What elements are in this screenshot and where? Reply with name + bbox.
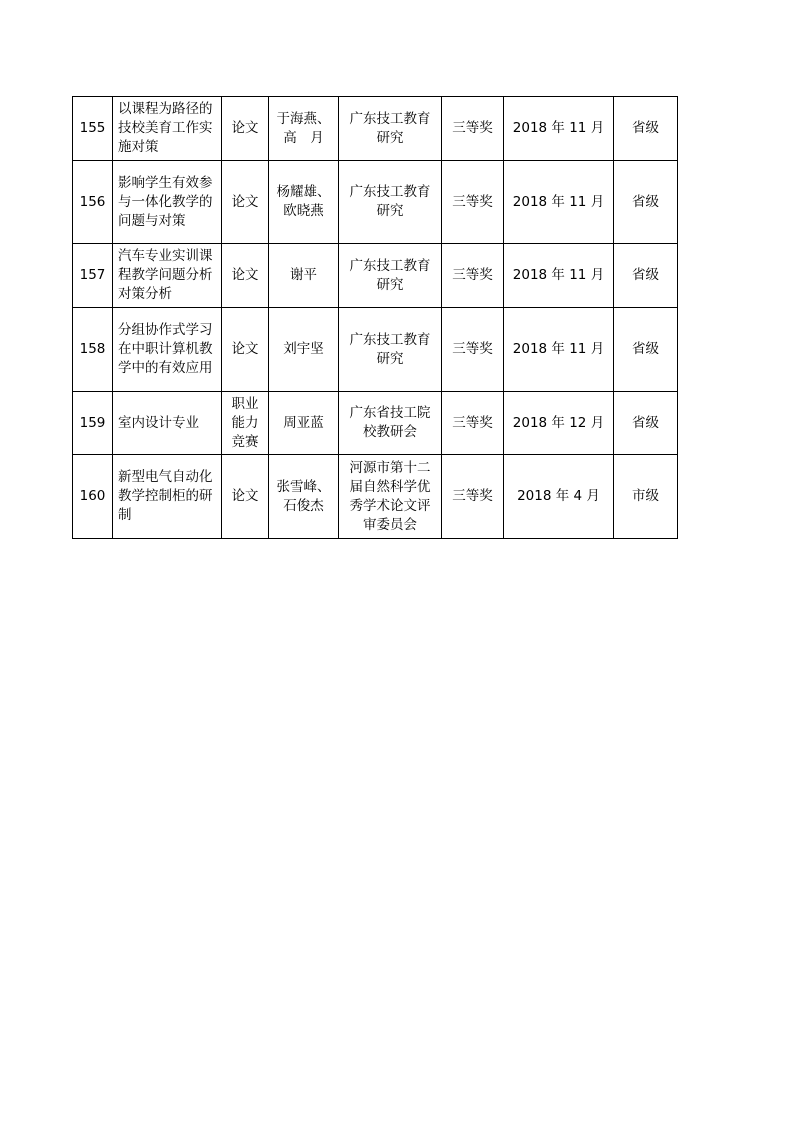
table-row	[73, 161, 678, 244]
work-title: 新型电气自动化教学控制柜的研制	[113, 455, 222, 539]
award-level: 市级	[614, 455, 678, 539]
award-date: 2018 年 4 月	[504, 455, 614, 539]
award-level: 省级	[614, 308, 678, 392]
table-row	[73, 392, 678, 455]
table-row	[73, 455, 678, 539]
work-title: 以课程为路径的技校美育工作实施对策	[113, 97, 222, 161]
publisher: 河源市第十二届自然科学优秀学术论文评审委员会	[339, 455, 442, 539]
authors: 谢平	[269, 244, 339, 308]
work-title: 汽车专业实训课程教学问题分析对策分析	[113, 244, 222, 308]
award-level: 省级	[614, 161, 678, 244]
award-grade: 三等奖	[442, 392, 504, 455]
work-type: 论文	[222, 244, 269, 308]
work-title: 分组协作式学习在中职计算机教学中的有效应用	[113, 308, 222, 392]
publisher: 广东技工教育研究	[339, 97, 442, 161]
award-grade: 三等奖	[442, 244, 504, 308]
row-number: 155	[73, 97, 113, 161]
authors: 刘宇坚	[269, 308, 339, 392]
row-number: 157	[73, 244, 113, 308]
award-date: 2018 年 11 月	[504, 308, 614, 392]
award-grade: 三等奖	[442, 161, 504, 244]
authors: 张雪峰、 石俊杰	[269, 455, 339, 539]
row-number: 159	[73, 392, 113, 455]
table-row	[73, 244, 678, 308]
authors: 周亚蓝	[269, 392, 339, 455]
publisher: 广东技工教育研究	[339, 244, 442, 308]
award-date: 2018 年 12 月	[504, 392, 614, 455]
award-level: 省级	[614, 392, 678, 455]
work-type: 论文	[222, 308, 269, 392]
award-level: 省级	[614, 97, 678, 161]
publisher: 广东省技工院校教研会	[339, 392, 442, 455]
authors: 于海燕、 高 月	[269, 97, 339, 161]
work-type: 论文	[222, 97, 269, 161]
award-date: 2018 年 11 月	[504, 97, 614, 161]
work-title: 影响学生有效参与一体化教学的问题与对策	[113, 161, 222, 244]
publisher: 广东技工教育研究	[339, 161, 442, 244]
authors: 杨耀雄、欧晓燕	[269, 161, 339, 244]
award-level: 省级	[614, 244, 678, 308]
award-date: 2018 年 11 月	[504, 244, 614, 308]
awards-table	[72, 96, 678, 539]
work-type: 职业能力竞赛	[222, 392, 269, 455]
award-date: 2018 年 11 月	[504, 161, 614, 244]
award-grade: 三等奖	[442, 97, 504, 161]
award-grade: 三等奖	[442, 308, 504, 392]
award-grade: 三等奖	[442, 455, 504, 539]
table-row	[73, 97, 678, 161]
table-row	[73, 308, 678, 392]
work-type: 论文	[222, 455, 269, 539]
row-number: 158	[73, 308, 113, 392]
work-type: 论文	[222, 161, 269, 244]
row-number: 160	[73, 455, 113, 539]
publisher: 广东技工教育研究	[339, 308, 442, 392]
row-number: 156	[73, 161, 113, 244]
work-title: 室内设计专业	[113, 392, 222, 455]
